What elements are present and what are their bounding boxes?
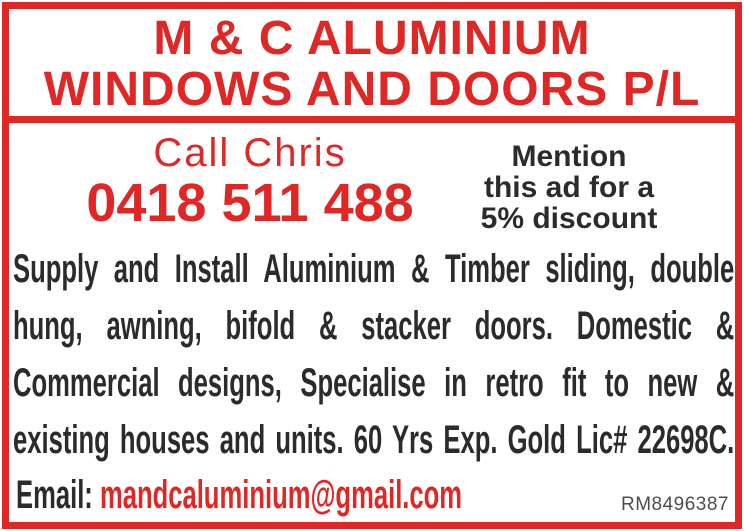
phone-number: 0418 511 488: [86, 173, 414, 233]
promo-line-3: 5% discount: [480, 202, 658, 235]
header-divider: [9, 116, 735, 123]
business-name-line1: M & C ALUMINIUM: [153, 12, 591, 65]
description-line: Supply and Install Aluminium & Timber sliding, double: [13, 247, 735, 291]
call-chris-label: Call Chris: [153, 131, 347, 175]
ad-reference-number: RM8496387: [620, 494, 729, 515]
description-line: hung, awning, bifold & stacker doors. Domestic &: [13, 304, 735, 348]
description-line: existing houses and units. 60 Yrs Exp. Gold Lic# 22698C.: [13, 418, 735, 462]
ad-description: [9, 241, 735, 469]
business-name-line2: WINDOWS AND DOORS P/L: [43, 63, 701, 116]
email-address: mandcaluminium@gmail.com: [99, 473, 463, 517]
discount-promo: [449, 141, 689, 234]
description-line: Commercial designs, Specialise in retro fit to new &: [13, 361, 735, 405]
ad-header: [9, 9, 735, 116]
contact-section: [9, 123, 735, 241]
promo-line-1: Mention: [511, 140, 627, 173]
email-label: Email:: [16, 473, 93, 517]
ad-border-frame: [2, 2, 742, 529]
promo-line-2: this ad for a: [483, 171, 655, 204]
